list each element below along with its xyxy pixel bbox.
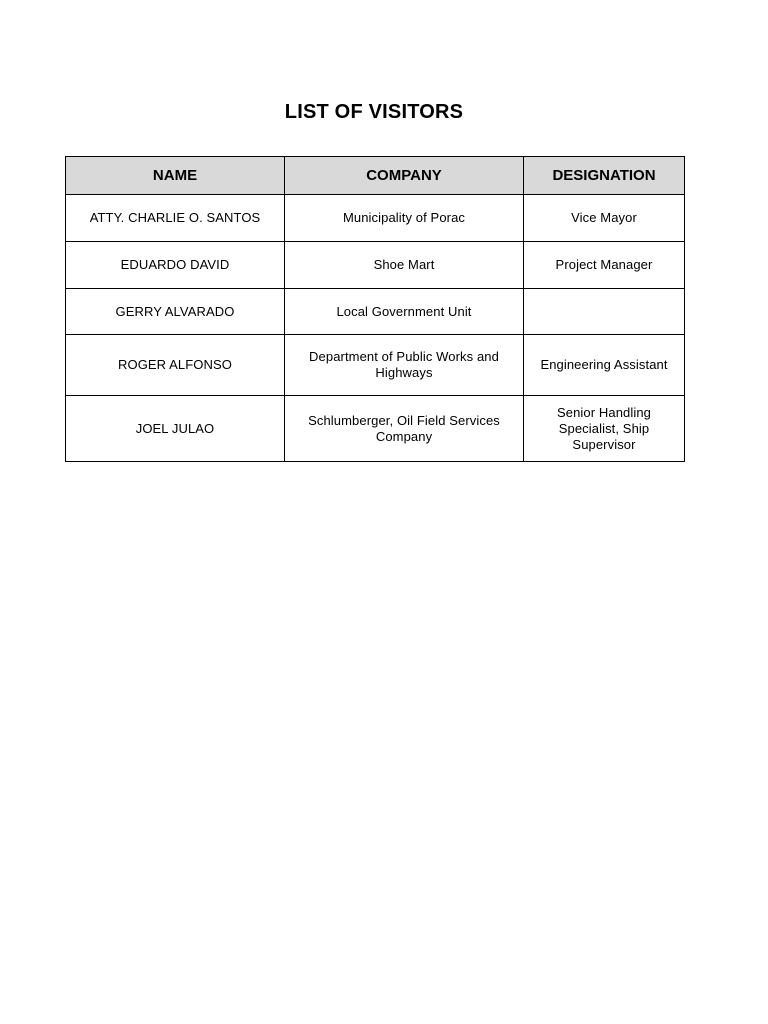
cell-company: Shoe Mart (285, 242, 524, 289)
table-row (66, 195, 685, 242)
table-header-row (66, 157, 685, 195)
cell-designation: Senior Handling Specialist, Ship Supervisor (524, 396, 685, 462)
cell-name: EDUARDO DAVID (66, 242, 285, 289)
column-header-name: NAME (66, 157, 285, 195)
cell-name: ROGER ALFONSO (66, 335, 285, 396)
cell-company: Schlumberger, Oil Field Services Company (285, 396, 524, 462)
table-row (66, 396, 685, 462)
table-row (66, 242, 685, 289)
column-header-company: COMPANY (285, 157, 524, 195)
column-header-designation: DESIGNATION (524, 157, 685, 195)
cell-company: Department of Public Works and Highways (285, 335, 524, 396)
table-row (66, 289, 685, 335)
cell-name: ATTY. CHARLIE O. SANTOS (66, 195, 285, 242)
cell-designation: Vice Mayor (524, 195, 685, 242)
cell-designation: Project Manager (524, 242, 685, 289)
cell-name: GERRY ALVARADO (66, 289, 285, 335)
cell-designation (524, 289, 685, 335)
cell-company: Local Government Unit (285, 289, 524, 335)
cell-designation: Engineering Assistant (524, 335, 685, 396)
page-title: LIST OF VISITORS (284, 101, 464, 123)
table-row (66, 335, 685, 396)
cell-name: JOEL JULAO (66, 396, 285, 462)
visitors-table (65, 156, 685, 462)
cell-company: Municipality of Porac (285, 195, 524, 242)
